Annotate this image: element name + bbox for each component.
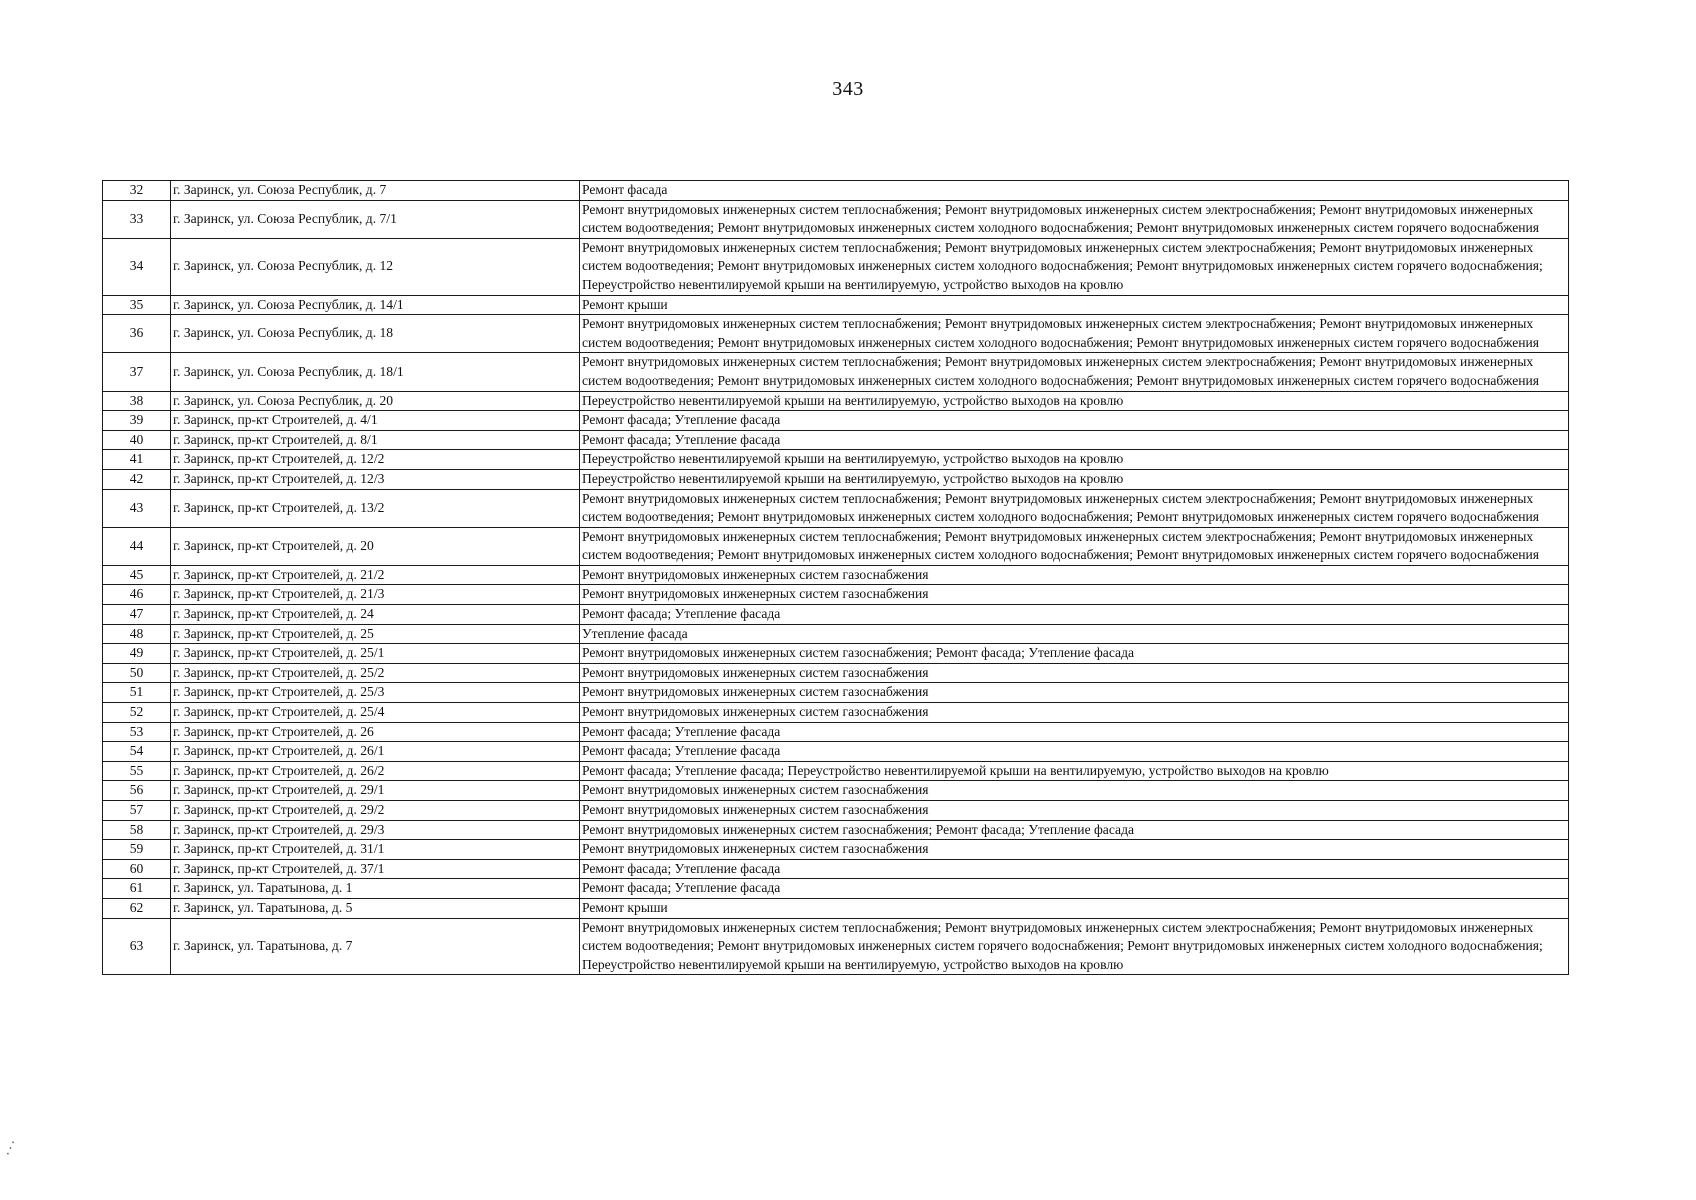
works-cell: Ремонт фасада; Утепление фасада (580, 605, 1569, 625)
scan-artifact-mark: ⋰ (1, 1138, 20, 1157)
address-cell: г. Заринск, ул. Союза Республик, д. 18/1 (171, 353, 580, 391)
row-number-cell: 36 (103, 315, 171, 353)
table-row (103, 624, 1569, 644)
address-cell: г. Заринск, ул. Союза Республик, д. 12 (171, 238, 580, 295)
works-cell: Ремонт внутридомовых инженерных систем газоснабжения (580, 801, 1569, 821)
address-cell: г. Заринск, пр-кт Строителей, д. 31/1 (171, 840, 580, 860)
address-cell: г. Заринск, пр-кт Строителей, д. 26/1 (171, 742, 580, 762)
row-number-cell: 61 (103, 879, 171, 899)
works-cell: Ремонт внутридомовых инженерных систем газоснабжения; Ремонт фасада; Утепление фасада (580, 644, 1569, 664)
table-row (103, 644, 1569, 664)
row-number-cell: 44 (103, 527, 171, 565)
table-row (103, 469, 1569, 489)
works-cell: Переустройство невентилируемой крыши на вентилируемую, устройство выходов на кровлю (580, 391, 1569, 411)
row-number-cell: 51 (103, 683, 171, 703)
table-row (103, 840, 1569, 860)
address-cell: г. Заринск, пр-кт Строителей, д. 25/2 (171, 663, 580, 683)
table-row (103, 315, 1569, 353)
address-cell: г. Заринск, пр-кт Строителей, д. 25/4 (171, 703, 580, 723)
table-body (103, 181, 1569, 975)
repair-works-table (102, 180, 1569, 975)
address-cell: г. Заринск, пр-кт Строителей, д. 8/1 (171, 430, 580, 450)
address-cell: г. Заринск, пр-кт Строителей, д. 21/2 (171, 565, 580, 585)
row-number-cell: 47 (103, 605, 171, 625)
works-cell: Ремонт фасада; Утепление фасада (580, 879, 1569, 899)
works-cell: Ремонт фасада; Утепление фасада (580, 722, 1569, 742)
address-cell: г. Заринск, ул. Союза Республик, д. 7/1 (171, 200, 580, 238)
works-cell: Ремонт внутридомовых инженерных систем газоснабжения (580, 585, 1569, 605)
row-number-cell: 38 (103, 391, 171, 411)
works-cell: Ремонт фасада; Утепление фасада (580, 859, 1569, 879)
address-cell: г. Заринск, ул. Союза Республик, д. 20 (171, 391, 580, 411)
row-number-cell: 45 (103, 565, 171, 585)
works-cell: Ремонт фасада (580, 181, 1569, 201)
address-cell: г. Заринск, пр-кт Строителей, д. 21/3 (171, 585, 580, 605)
row-number-cell: 42 (103, 469, 171, 489)
table-row (103, 742, 1569, 762)
address-cell: г. Заринск, пр-кт Строителей, д. 20 (171, 527, 580, 565)
address-cell: г. Заринск, пр-кт Строителей, д. 25/1 (171, 644, 580, 664)
table-row (103, 859, 1569, 879)
row-number-cell: 55 (103, 761, 171, 781)
address-cell: г. Заринск, пр-кт Строителей, д. 29/1 (171, 781, 580, 801)
row-number-cell: 52 (103, 703, 171, 723)
works-cell: Ремонт внутридомовых инженерных систем газоснабжения; Ремонт фасада; Утепление фасада (580, 820, 1569, 840)
row-number-cell: 39 (103, 411, 171, 431)
table-row (103, 430, 1569, 450)
row-number-cell: 63 (103, 918, 171, 975)
address-cell: г. Заринск, ул. Союза Республик, д. 18 (171, 315, 580, 353)
table-row (103, 238, 1569, 295)
row-number-cell: 46 (103, 585, 171, 605)
works-cell: Ремонт внутридомовых инженерных систем теплоснабжения; Ремонт внутридомовых инженерных систем электроснабжения; Ремонт внутридомовых инженерных систем водоотведения; Ремонт внутридомовых инженерных систем холодного водоснабжения; Ремонт внутридомовых инженерных систем горячего водоснабжения (580, 200, 1569, 238)
table-row (103, 391, 1569, 411)
address-cell: г. Заринск, пр-кт Строителей, д. 26 (171, 722, 580, 742)
row-number-cell: 33 (103, 200, 171, 238)
table-row (103, 898, 1569, 918)
address-cell: г. Заринск, пр-кт Строителей, д. 29/2 (171, 801, 580, 821)
row-number-cell: 59 (103, 840, 171, 860)
address-cell: г. Заринск, пр-кт Строителей, д. 4/1 (171, 411, 580, 431)
table-row (103, 527, 1569, 565)
row-number-cell: 35 (103, 295, 171, 315)
table-row (103, 450, 1569, 470)
table-row (103, 565, 1569, 585)
works-cell: Ремонт крыши (580, 295, 1569, 315)
table-row (103, 781, 1569, 801)
works-cell: Ремонт внутридомовых инженерных систем газоснабжения (580, 565, 1569, 585)
table-row (103, 353, 1569, 391)
works-cell: Ремонт внутридомовых инженерных систем теплоснабжения; Ремонт внутридомовых инженерных систем электроснабжения; Ремонт внутридомовых инженерных систем водоотведения; Ремонт внутридомовых инженерных систем горячего водоснабжения; Ремонт внутридомовых инженерных систем холодного водоснабжения; Переустройство невентилируемой крыши на вентилируемую, устройство выходов на кровлю (580, 918, 1569, 975)
row-number-cell: 60 (103, 859, 171, 879)
table-row (103, 879, 1569, 899)
table-row (103, 820, 1569, 840)
address-cell: г. Заринск, пр-кт Строителей, д. 12/2 (171, 450, 580, 470)
table-row (103, 200, 1569, 238)
table-row (103, 761, 1569, 781)
works-cell: Переустройство невентилируемой крыши на вентилируемую, устройство выходов на кровлю (580, 450, 1569, 470)
page-number: 343 (832, 78, 864, 100)
works-cell: Ремонт внутридомовых инженерных систем газоснабжения (580, 840, 1569, 860)
works-cell: Ремонт крыши (580, 898, 1569, 918)
row-number-cell: 58 (103, 820, 171, 840)
table-row (103, 703, 1569, 723)
works-cell: Ремонт внутридомовых инженерных систем теплоснабжения; Ремонт внутридомовых инженерных систем электроснабжения; Ремонт внутридомовых инженерных систем водоотведения; Ремонт внутридомовых инженерных систем холодного водоснабжения; Ремонт внутридомовых инженерных систем горячего водоснабжения (580, 353, 1569, 391)
address-cell: г. Заринск, пр-кт Строителей, д. 29/3 (171, 820, 580, 840)
table-row (103, 722, 1569, 742)
row-number-cell: 49 (103, 644, 171, 664)
row-number-cell: 53 (103, 722, 171, 742)
address-cell: г. Заринск, пр-кт Строителей, д. 24 (171, 605, 580, 625)
table-row (103, 295, 1569, 315)
works-cell: Ремонт внутридомовых инженерных систем теплоснабжения; Ремонт внутридомовых инженерных систем электроснабжения; Ремонт внутридомовых инженерных систем водоотведения; Ремонт внутридомовых инженерных систем холодного водоснабжения; Ремонт внутридомовых инженерных систем горячего водоснабжения (580, 489, 1569, 527)
address-cell: г. Заринск, пр-кт Строителей, д. 37/1 (171, 859, 580, 879)
address-cell: г. Заринск, ул. Таратынова, д. 7 (171, 918, 580, 975)
address-cell: г. Заринск, ул. Таратынова, д. 1 (171, 879, 580, 899)
works-cell: Ремонт фасада; Утепление фасада; Переустройство невентилируемой крыши на вентилируемую, устройство выходов на кровлю (580, 761, 1569, 781)
address-cell: г. Заринск, пр-кт Строителей, д. 25/3 (171, 683, 580, 703)
works-cell: Ремонт внутридомовых инженерных систем газоснабжения (580, 663, 1569, 683)
row-number-cell: 41 (103, 450, 171, 470)
row-number-cell: 57 (103, 801, 171, 821)
row-number-cell: 54 (103, 742, 171, 762)
address-cell: г. Заринск, пр-кт Строителей, д. 26/2 (171, 761, 580, 781)
address-cell: г. Заринск, пр-кт Строителей, д. 12/3 (171, 469, 580, 489)
works-cell: Ремонт внутридомовых инженерных систем теплоснабжения; Ремонт внутридомовых инженерных систем электроснабжения; Ремонт внутридомовых инженерных систем водоотведения; Ремонт внутридомовых инженерных систем холодного водоснабжения; Ремонт внутридомовых инженерных систем горячего водоснабжения (580, 315, 1569, 353)
row-number-cell: 48 (103, 624, 171, 644)
row-number-cell: 32 (103, 181, 171, 201)
row-number-cell: 50 (103, 663, 171, 683)
address-cell: г. Заринск, пр-кт Строителей, д. 25 (171, 624, 580, 644)
table-row (103, 918, 1569, 975)
works-cell: Ремонт фасада; Утепление фасада (580, 742, 1569, 762)
row-number-cell: 62 (103, 898, 171, 918)
address-cell: г. Заринск, пр-кт Строителей, д. 13/2 (171, 489, 580, 527)
table-row (103, 489, 1569, 527)
row-number-cell: 43 (103, 489, 171, 527)
address-cell: г. Заринск, ул. Союза Республик, д. 14/1 (171, 295, 580, 315)
works-cell: Ремонт внутридомовых инженерных систем теплоснабжения; Ремонт внутридомовых инженерных систем электроснабжения; Ремонт внутридомовых инженерных систем водоотведения; Ремонт внутридомовых инженерных систем холодного водоснабжения; Ремонт внутридомовых инженерных систем горячего водоснабжения; Переустройство невентилируемой крыши на вентилируемую, устройство выходов на кровлю (580, 238, 1569, 295)
table-row (103, 585, 1569, 605)
table-row (103, 683, 1569, 703)
works-cell: Утепление фасада (580, 624, 1569, 644)
works-cell: Ремонт фасада; Утепление фасада (580, 430, 1569, 450)
table-row (103, 663, 1569, 683)
address-cell: г. Заринск, ул. Таратынова, д. 5 (171, 898, 580, 918)
works-cell: Ремонт фасада; Утепление фасада (580, 411, 1569, 431)
works-cell: Ремонт внутридомовых инженерных систем теплоснабжения; Ремонт внутридомовых инженерных систем электроснабжения; Ремонт внутридомовых инженерных систем водоотведения; Ремонт внутридомовых инженерных систем холодного водоснабжения; Ремонт внутридомовых инженерных систем горячего водоснабжения (580, 527, 1569, 565)
row-number-cell: 34 (103, 238, 171, 295)
table-row (103, 605, 1569, 625)
table-row (103, 181, 1569, 201)
address-cell: г. Заринск, ул. Союза Республик, д. 7 (171, 181, 580, 201)
works-cell: Ремонт внутридомовых инженерных систем газоснабжения (580, 703, 1569, 723)
table-row (103, 411, 1569, 431)
works-cell: Переустройство невентилируемой крыши на вентилируемую, устройство выходов на кровлю (580, 469, 1569, 489)
table-row (103, 801, 1569, 821)
works-cell: Ремонт внутридомовых инженерных систем газоснабжения (580, 683, 1569, 703)
row-number-cell: 37 (103, 353, 171, 391)
row-number-cell: 56 (103, 781, 171, 801)
works-cell: Ремонт внутридомовых инженерных систем газоснабжения (580, 781, 1569, 801)
row-number-cell: 40 (103, 430, 171, 450)
